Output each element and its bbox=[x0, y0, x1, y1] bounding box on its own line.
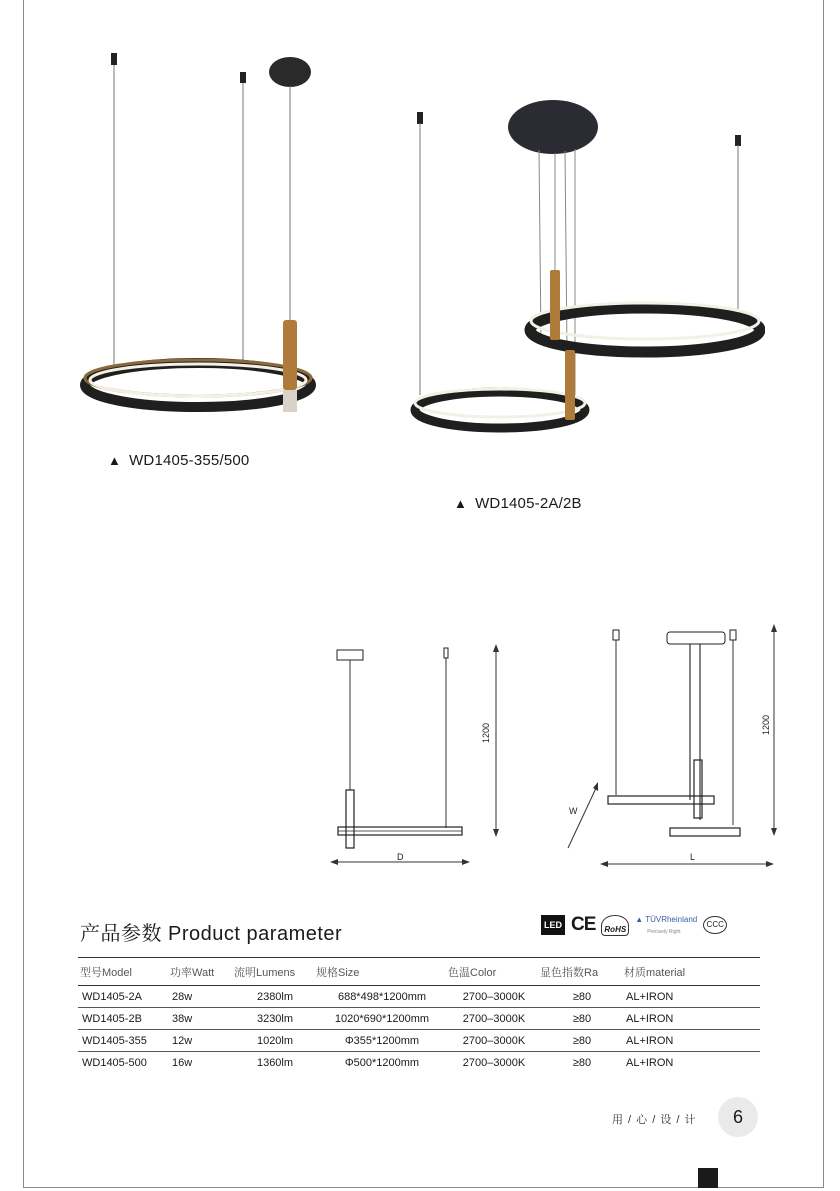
column-header-material: 材质material bbox=[622, 958, 760, 986]
ccc-mark-icon: CCC bbox=[703, 916, 727, 934]
cell-color: 2700–3000K bbox=[446, 1008, 538, 1030]
cell-watt: 28w bbox=[168, 986, 232, 1008]
cell-watt: 38w bbox=[168, 1008, 232, 1030]
cell-material: AL+IRON bbox=[626, 1057, 674, 1069]
cell-model: WD1405-2A bbox=[78, 986, 168, 1008]
cell-lumens: 1360lm bbox=[256, 1057, 294, 1069]
tuv-label: TÜVRheinland bbox=[645, 915, 698, 924]
page-corner-block bbox=[698, 1168, 718, 1188]
height-label-2: 1200 bbox=[761, 714, 772, 736]
cell-lumens: 1020lm bbox=[232, 1030, 314, 1052]
product-parameter-table bbox=[78, 957, 760, 1073]
cell-ra: ≥80 bbox=[538, 1030, 622, 1052]
table-row bbox=[78, 1008, 760, 1030]
length-label: L bbox=[690, 852, 696, 862]
cell-color: 2700–3000K bbox=[462, 1057, 526, 1069]
section-title: 产品参数 Product parameter bbox=[80, 923, 343, 945]
cell-model: WD1405-500 bbox=[82, 1057, 147, 1069]
column-header-ra: 显色指数Ra bbox=[538, 958, 622, 986]
cell-watt: 16w bbox=[172, 1057, 193, 1069]
cell-material: AL+IRON bbox=[622, 1008, 760, 1030]
column-header-watt: 功率Watt bbox=[168, 958, 232, 986]
footer-slogan: 用 / 心 / 设 / 计 bbox=[612, 1114, 697, 1126]
cell-lumens: 2380lm bbox=[232, 986, 314, 1008]
cell-lumens: 3230lm bbox=[232, 1008, 314, 1030]
table-row bbox=[78, 986, 760, 1008]
product-caption-2-text: WD1405-2A/2B bbox=[475, 495, 582, 512]
height-label-1: 1200 bbox=[481, 722, 492, 744]
cell-model: WD1405-355 bbox=[78, 1030, 168, 1052]
cell-color: 2700–3000K bbox=[446, 986, 538, 1008]
column-header-color: 色温Color bbox=[446, 958, 538, 986]
led-badge: LED bbox=[541, 915, 565, 935]
rohs-icon: RoHS bbox=[601, 915, 629, 936]
cell-size: 688*498*1200mm bbox=[314, 986, 446, 1008]
table-row bbox=[78, 1030, 760, 1052]
product-photo-double-ring bbox=[405, 95, 765, 435]
tuv-sub-label: Precisely Right bbox=[647, 929, 681, 935]
certification-badges bbox=[541, 912, 727, 938]
triangle-marker-icon: ▲ bbox=[454, 496, 468, 511]
product-photo-single-ring bbox=[80, 50, 330, 425]
cell-ra: ≥80 bbox=[538, 1008, 622, 1030]
ce-mark-icon: CE bbox=[571, 914, 596, 935]
triangle-marker-icon: ▲ bbox=[108, 453, 122, 468]
cell-watt: 12w bbox=[168, 1030, 232, 1052]
dimension-drawing-double bbox=[560, 620, 785, 870]
tuv-rheinland-icon: ▲ TÜVRheinland Precisely Right bbox=[635, 915, 698, 935]
column-header-lumens: 流明Lumens bbox=[232, 958, 314, 986]
cell-size: Φ500*1200mm bbox=[344, 1057, 420, 1069]
cell-material: AL+IRON bbox=[622, 1030, 760, 1052]
column-header-model: 型号Model bbox=[78, 958, 168, 986]
cell-ra: ≥80 bbox=[538, 986, 622, 1008]
page-number: 6 bbox=[718, 1097, 758, 1137]
table-header-row bbox=[78, 958, 760, 986]
width-label: W bbox=[569, 806, 578, 816]
cell-ra: ≥80 bbox=[572, 1057, 592, 1069]
cell-size: 1020*690*1200mm bbox=[314, 1008, 446, 1030]
table-row bbox=[78, 1052, 760, 1074]
column-header-size: 规格Size bbox=[314, 958, 446, 986]
cell-material: AL+IRON bbox=[622, 986, 760, 1008]
diameter-label: D bbox=[397, 852, 404, 862]
cell-size: Φ355*1200mm bbox=[314, 1030, 446, 1052]
dimension-drawing-single bbox=[330, 640, 510, 875]
product-caption-1 bbox=[108, 452, 249, 469]
cell-model: WD1405-2B bbox=[78, 1008, 168, 1030]
product-caption-2 bbox=[454, 495, 582, 512]
cell-color: 2700–3000K bbox=[446, 1030, 538, 1052]
product-caption-1-text: WD1405-355/500 bbox=[129, 452, 250, 469]
